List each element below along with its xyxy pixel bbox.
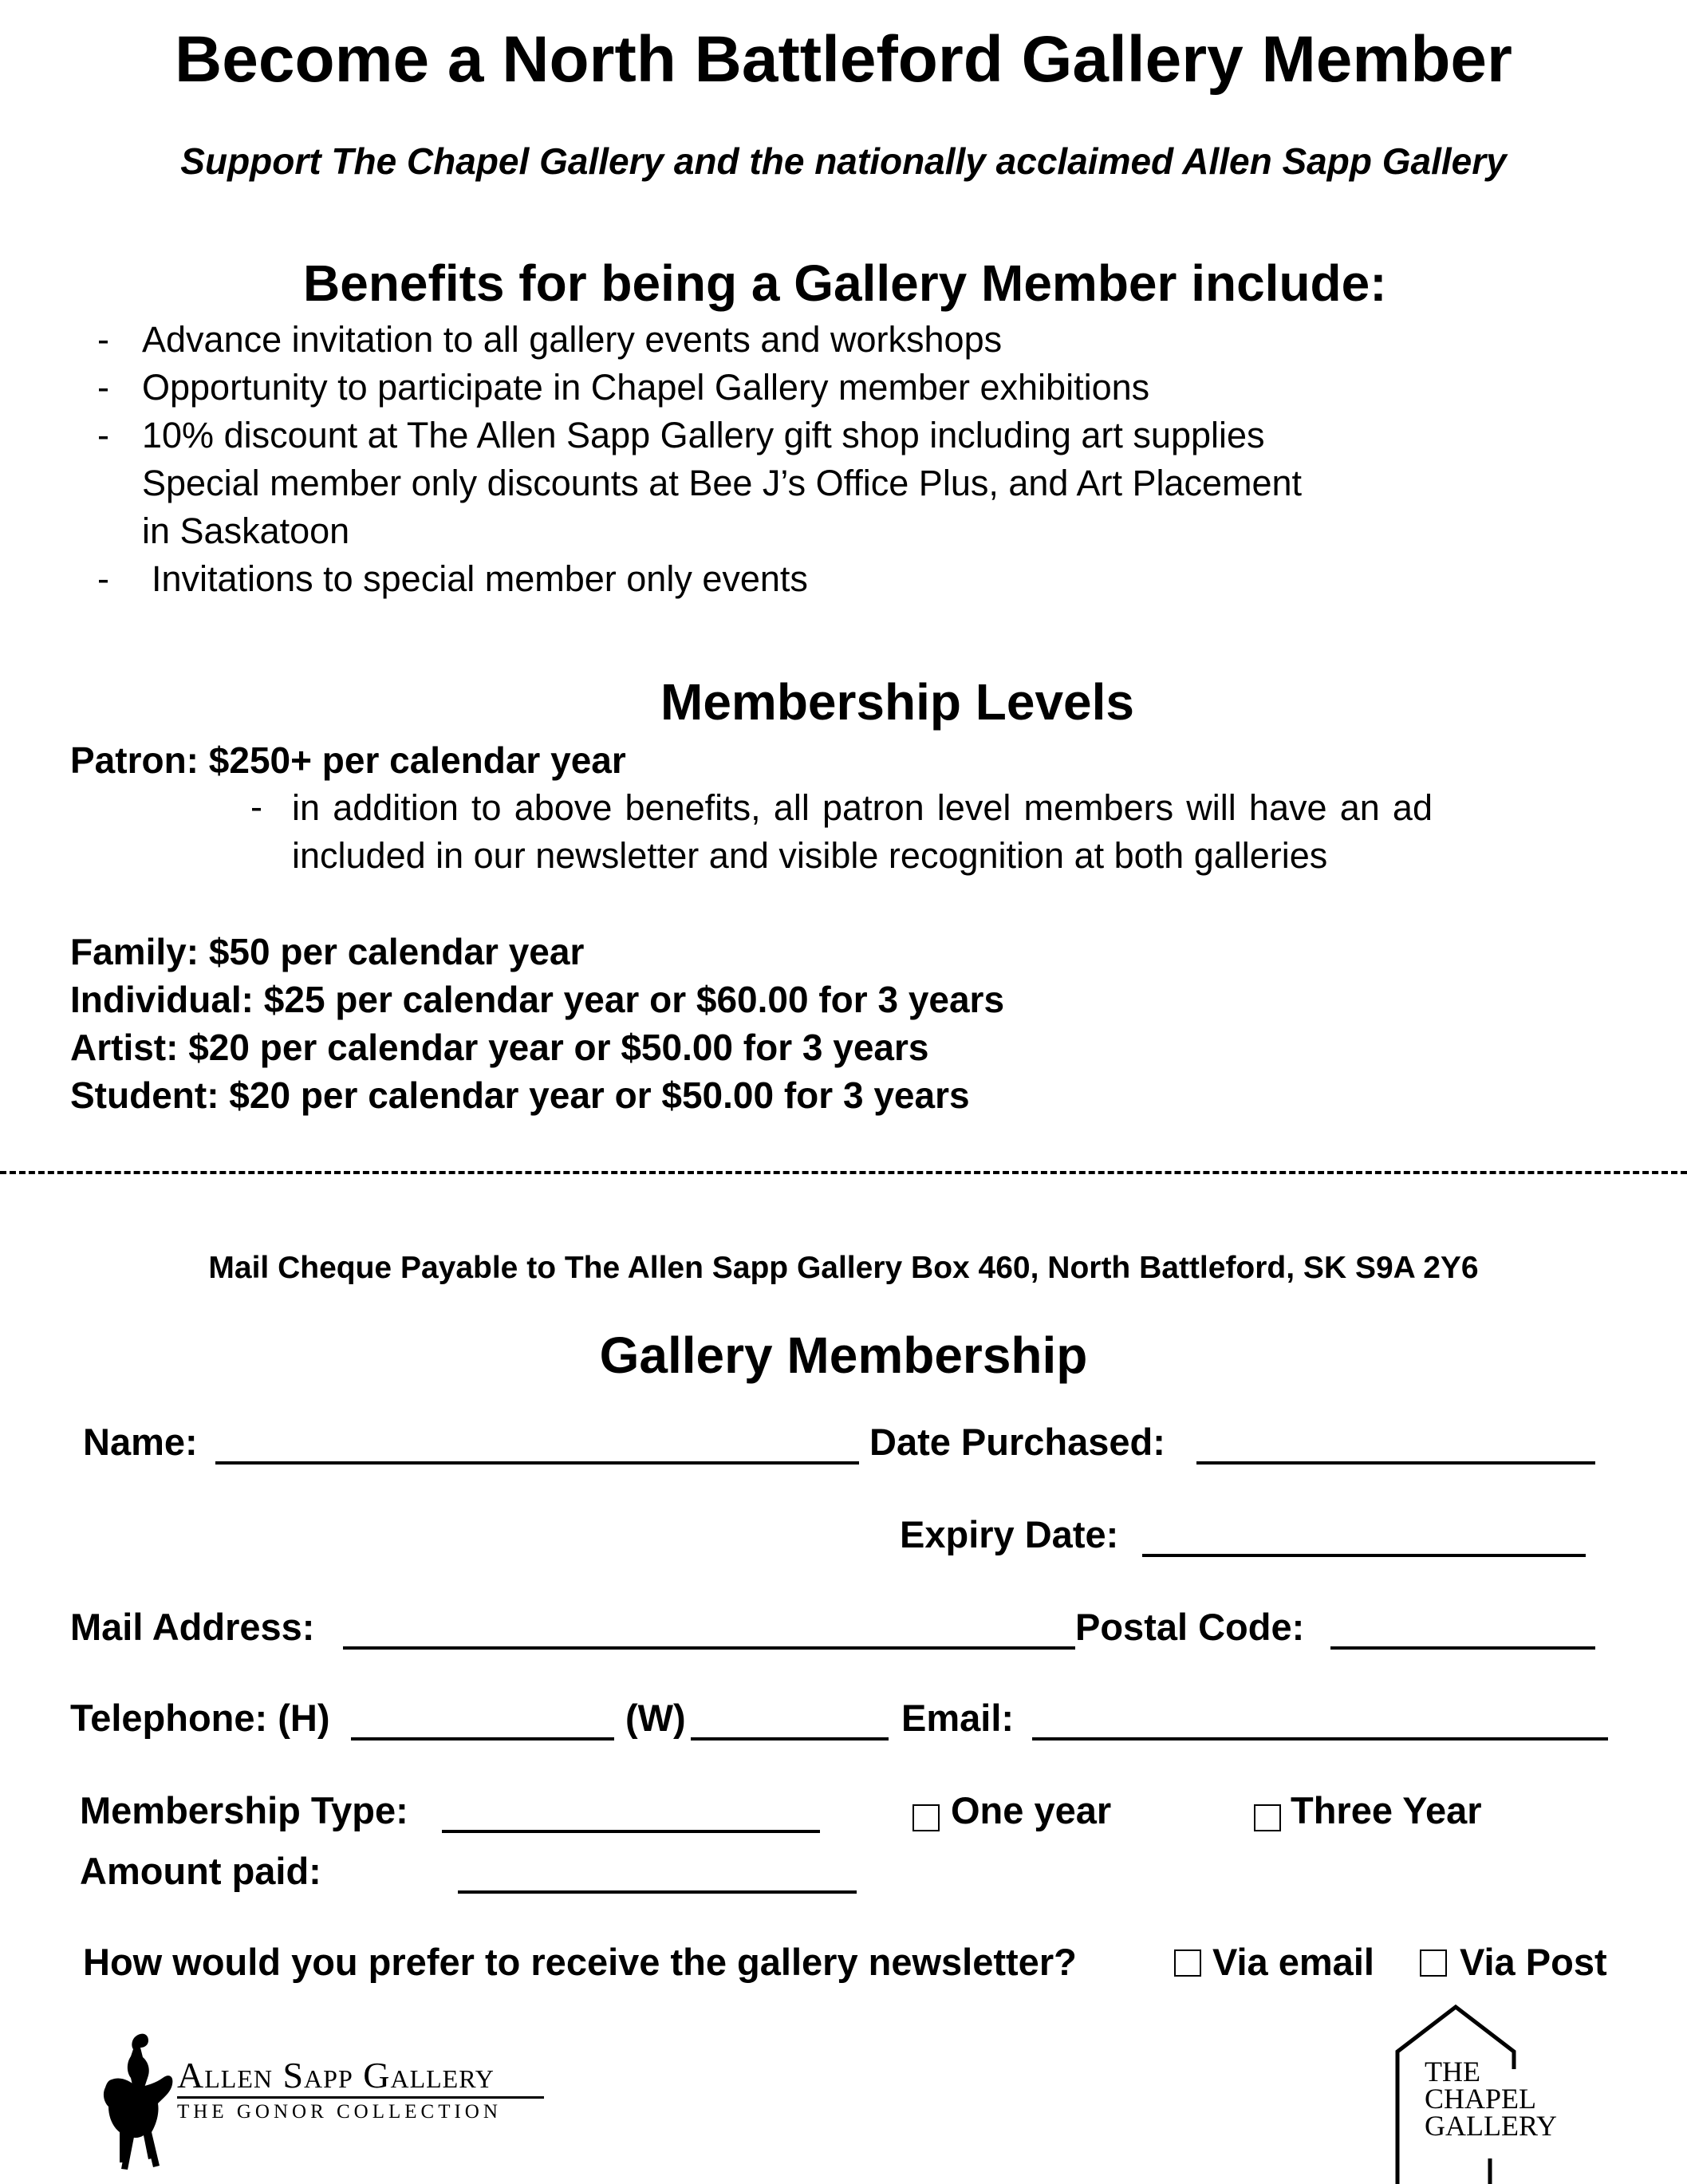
allen-sapp-logo-subtitle: THE GONOR COLLECTION (177, 2101, 502, 2123)
level-family: Family: $50 per calendar year (70, 931, 585, 972)
telephone-home-label: Telephone: (H) (70, 1697, 330, 1739)
chapel-logo-line3: GALLERY (1425, 2110, 1557, 2142)
bullet-dash: - (97, 558, 109, 599)
expiry-date-field[interactable] (1142, 1554, 1586, 1557)
horse-rider-icon (96, 2030, 179, 2172)
mail-address-field[interactable] (343, 1646, 1075, 1650)
membership-levels-heading: Membership Levels (660, 673, 1134, 731)
one-year-label: One year (951, 1789, 1112, 1831)
benefit-item: 10% discount at The Allen Sapp Gallery gift shop including art supplies (142, 415, 1265, 455)
benefit-item: in Saskatoon (142, 511, 350, 551)
benefit-item: Advance invitation to all gallery events and workshops (142, 319, 1003, 360)
page-title: Become a North Battleford Gallery Member (175, 23, 1512, 96)
page-subtitle: Support The Chapel Gallery and the nationally acclaimed Allen Sapp Gallery (180, 140, 1507, 182)
benefit-item: Special member only discounts at Bee J’s Office Plus, and Art Placement (142, 463, 1303, 503)
three-year-label: Three Year (1291, 1789, 1482, 1831)
via-post-label: Via Post (1460, 1941, 1607, 1983)
name-field[interactable] (215, 1461, 859, 1465)
newsletter-question: How would you prefer to receive the gallery newsletter? (83, 1941, 1077, 1983)
via-email-checkbox[interactable] (1174, 1949, 1201, 1977)
level-individual: Individual: $25 per calendar year or $60.00 for 3 years (70, 979, 1005, 1020)
date-purchased-field[interactable] (1196, 1461, 1595, 1465)
bullet-dash: - (250, 786, 262, 827)
level-artist: Artist: $20 per calendar year or $50.00 for 3 years (70, 1027, 929, 1068)
cut-line-divider (0, 1171, 1687, 1174)
date-purchased-label: Date Purchased: (869, 1421, 1165, 1463)
allen-sapp-logo-title: Allen Sapp Gallery (177, 2055, 495, 2095)
level-student: Student: $20 per calendar year or $50.00 for 3 years (70, 1074, 970, 1116)
one-year-checkbox[interactable] (912, 1804, 940, 1831)
telephone-home-field[interactable] (351, 1737, 614, 1740)
mail-address-label: Mail Address: (70, 1606, 315, 1648)
benefits-heading: Benefits for being a Gallery Member include: (303, 254, 1387, 312)
bullet-dash: - (97, 415, 109, 455)
patron-note: in addition to above benefits, all patron level members will have an ad included in our newsletter and visible recognition at both galleries (292, 787, 1433, 876)
three-year-checkbox[interactable] (1254, 1804, 1281, 1831)
amount-paid-label: Amount paid: (80, 1850, 321, 1892)
amount-paid-field[interactable] (458, 1890, 857, 1894)
bullet-dash: - (97, 367, 109, 408)
email-field[interactable] (1032, 1737, 1608, 1740)
telephone-work-label: (W) (625, 1697, 686, 1739)
membership-type-field[interactable] (442, 1830, 820, 1833)
email-label: Email: (901, 1697, 1015, 1739)
form-heading: Gallery Membership (599, 1327, 1088, 1384)
bullet-dash: - (97, 319, 109, 360)
via-email-label: Via email (1212, 1941, 1374, 1983)
chapel-logo-line1: THE (1425, 2056, 1480, 2087)
chapel-logo-line2: CHAPEL (1425, 2083, 1537, 2115)
via-post-checkbox[interactable] (1420, 1949, 1447, 1977)
name-label: Name: (83, 1421, 198, 1463)
mail-instructions: Mail Cheque Payable to The Allen Sapp Gallery Box 460, North Battleford, SK S9A 2Y6 (208, 1251, 1479, 1285)
logo-underline (177, 2096, 544, 2099)
telephone-work-field[interactable] (691, 1737, 889, 1740)
postal-code-label: Postal Code: (1075, 1606, 1305, 1648)
benefit-item: Invitations to special member only events (152, 558, 808, 599)
membership-type-label: Membership Type: (80, 1789, 408, 1831)
level-patron: Patron: $250+ per calendar year (70, 739, 626, 781)
benefit-item: Opportunity to participate in Chapel Gallery member exhibitions (142, 367, 1150, 408)
postal-code-field[interactable] (1330, 1646, 1595, 1650)
expiry-date-label: Expiry Date: (900, 1513, 1119, 1555)
